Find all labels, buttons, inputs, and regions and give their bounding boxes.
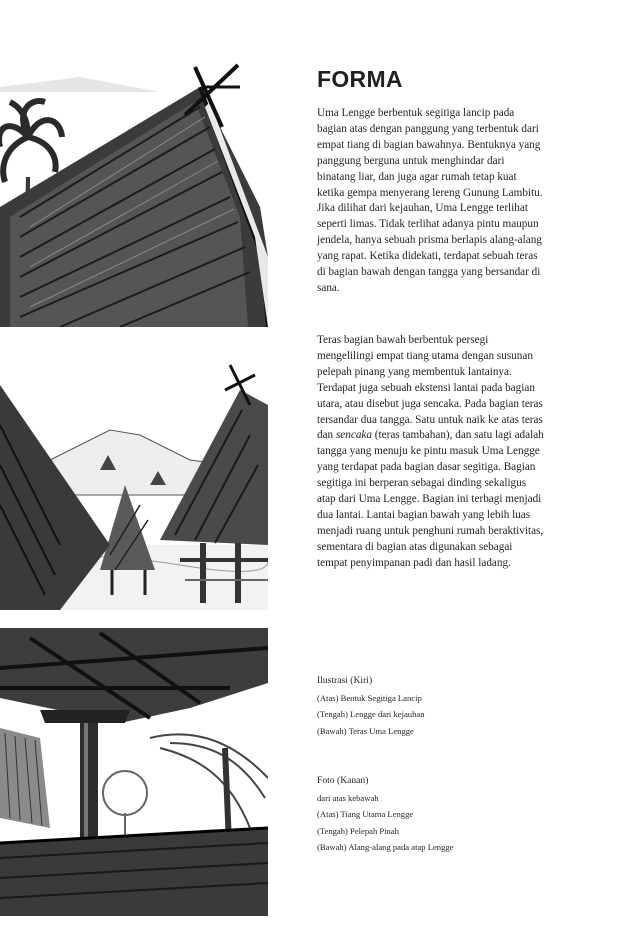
- paragraph-2-text-a: Teras bagian bawah berbentuk persegi mengelilingi empat tiang utama dengan susunan pelepah pinang yang membentuk lantainya. Terdapat juga sebuah ekstensi lantai pada bagian utara, atau disebut juga sencaka. Pada bagian teras tersandar dua tangga. Satu untuk naik ke atas teras dan: [317, 334, 543, 442]
- photo-caption: [317, 773, 557, 856]
- illustration-terrace: [0, 628, 268, 916]
- photo-caption-title: Foto (Kanan): [317, 775, 369, 786]
- paragraph-2-text-b: (teras tambahan), dan satu lagi adalah tangga yang menuju ke pintu masuk Uma Lengge yang terdapat pada bagian dasar segitiga. Bagian segitiga ini berperan sebagai dinding sekaligus atap dari Uma Lengge. Bagian ini terbagi menjadi dua lantai. Lantai bagian bawah yang lebih luas menjadi ruang untuk penghuni rumah beraktivitas, sementara di bagian atas digunakan sebagai tempat penyimpanan padi dan hasil ladang.: [317, 429, 544, 569]
- photo-caption-line: (Tengah) Pelepah Pinah: [317, 825, 399, 836]
- photo-caption-line: (Atas) Tiang Utama Lengge: [317, 809, 414, 820]
- illustration-caption-title: Ilustrasi (Kiri): [317, 675, 373, 686]
- illustration-pointed-triangle-roof: [0, 57, 268, 327]
- photo-caption-line: dari atas kebawah: [317, 792, 379, 803]
- illustration-caption: [317, 673, 557, 739]
- illustration-caption-line: (Tengah) Lengge dari kejauhan: [317, 709, 425, 720]
- illustration-caption-line: (Atas) Bentuk Segitiga Lancip: [317, 692, 422, 703]
- body-paragraph-1: Uma Lengge berbentuk segitiga lancip pada bagian atas dengan panggung yang terbentuk dari empat tiang di bagian bawahnya. Bentuknya yang panggung berguna untuk menghindar dari binatang liar, dan juga agar rumah tetap kuat ketika gempa menyerang lereng Gunung Lambitu. Jika dilihat dari kejauhan, Uma Lengge terlihat seperti limas. Tidak terlihat adanya pintu maupun jendela, hanya sebuah prisma berlapis alang-alang yang rapat. Ketika didekati, terdapat sebuah teras di bagian bawah dengan tangga yang bersandar di sana.: [317, 107, 543, 294]
- illustration-caption-line: (Bawah) Teras Uma Lengge: [317, 725, 414, 736]
- illustration-lengge-from-distance: [0, 345, 268, 610]
- section-heading: FORMA: [317, 66, 403, 92]
- body-paragraph-2: [317, 333, 545, 572]
- term-sencaka: sencaka: [335, 429, 372, 442]
- photo-caption-line: (Bawah) Alang-alang pada atap Lengge: [317, 842, 454, 853]
